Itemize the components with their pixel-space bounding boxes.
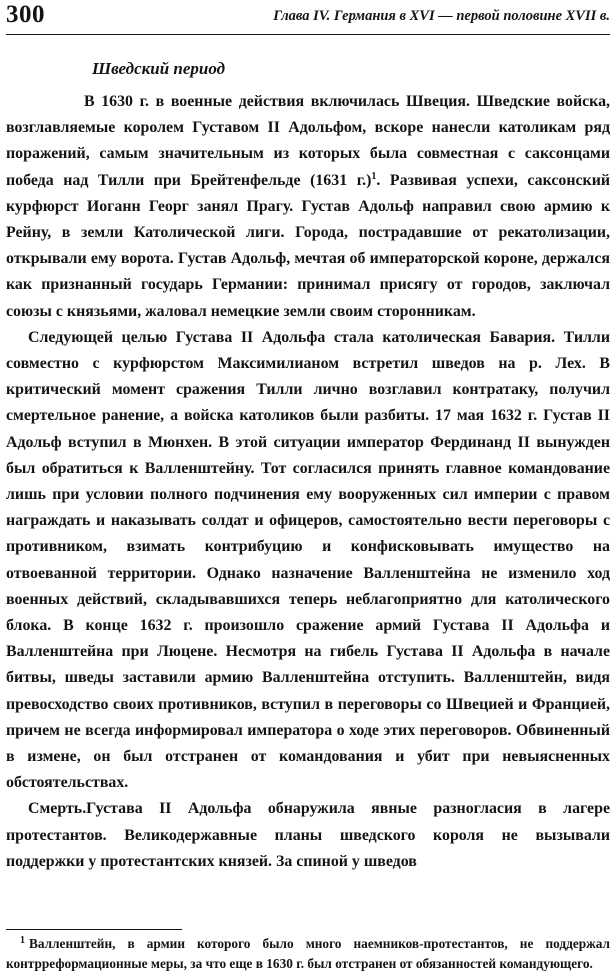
page-number: 300 (6, 1, 45, 28)
section-title: Шведский период (92, 59, 226, 78)
body-text (6, 89, 610, 875)
paragraph-text: В 1630 г. в военные действия включилась Швеция. Шведские войска, возглавляемые королем Густавом II Адольфом, вскоре нанесли католикам ряд поражений, самым значительным из которых была совместная с саксонцами победа над Тилли при Брейтенфельде (1631 г.) (6, 93, 610, 189)
paragraph: Следующей целью Густава II Адольфа стала католическая Бавария. Тилли совместно с курфюрстом Максимилианом встретил шведов на р. Лех. В критический момент сражения Тилли лично возглавил контратаку, получил смертельное ранение, а войска католиков были разбиты. 17 мая 1632 г. Густав II Адольф вступил в Мюнхен. В этой ситуации император Фердинанд II вынужден был обратиться к Валленштейну. Тот согласился принять главное командование лишь при условии полного подчинения ему вооруженных сил империи с правом награждать и наказывать солдат и офицеров, самостоятельно вести переговоры с противником, взимать контрибуцию и конфисковывать имущество на отвоеванной территории. Однако назначение Валленштейна не изменило ход военных действий, складывавшихся теперь неблагоприятно для католического блока. В конце 1632 г. произошло сражение армий Густава II Адольфа и Валленштейна при Люцене. Несмотря на гибель Густава II Адольфа в начале битвы, шведы заставили армию Валленштейна отступить. Валленштейн, видя превосходство своих противников, вступил в переговоры со Швецией и Францией, причем не всегда информировал императора о ходе этих переговоров. Обвиненный в измене, он был отстранен от командования и убит при невыясненных обстоятельствах. (6, 328, 610, 792)
footnote-text: Валленштейн, в армии которого было много наемников-протестантов, не поддержал контрреформационные меры, за что еще в 1630 г. был отстранен от обязанностей командующего. (6, 936, 610, 971)
paragraph-text: . Развивая успехи, саксонский курфюрст Иоганн Георг занял Прагу. Густав Адольф направил свою армию к Рейну, в земли Католической лиги. Города, пострадавшие от рекатолизации, открывали ему ворота. Густав Адольф, мечтая об императорской короне, держался как признанный государь Германии: принимал присягу от городов, заключал союзы с князьями, жаловал немецкие земли своим сторонникам. (6, 171, 611, 320)
footnote-mark: 1 (20, 935, 25, 946)
paragraph: Смерть.Густава II Адольфа обнаружила явные разногласия в лагере протестантов. Великодержавные планы шведского короля не вызывали поддержки у протестантских князей. За спиной у шведов (6, 800, 610, 870)
paragraph (6, 89, 610, 325)
page-header (6, 0, 610, 35)
footnote-divider (6, 929, 182, 930)
book-page (6, 0, 610, 977)
running-head: Глава IV. Германия в XVI — первой половине XVII в. (273, 8, 610, 24)
footnote-reference: 1 (371, 170, 377, 182)
footnote (6, 934, 610, 974)
